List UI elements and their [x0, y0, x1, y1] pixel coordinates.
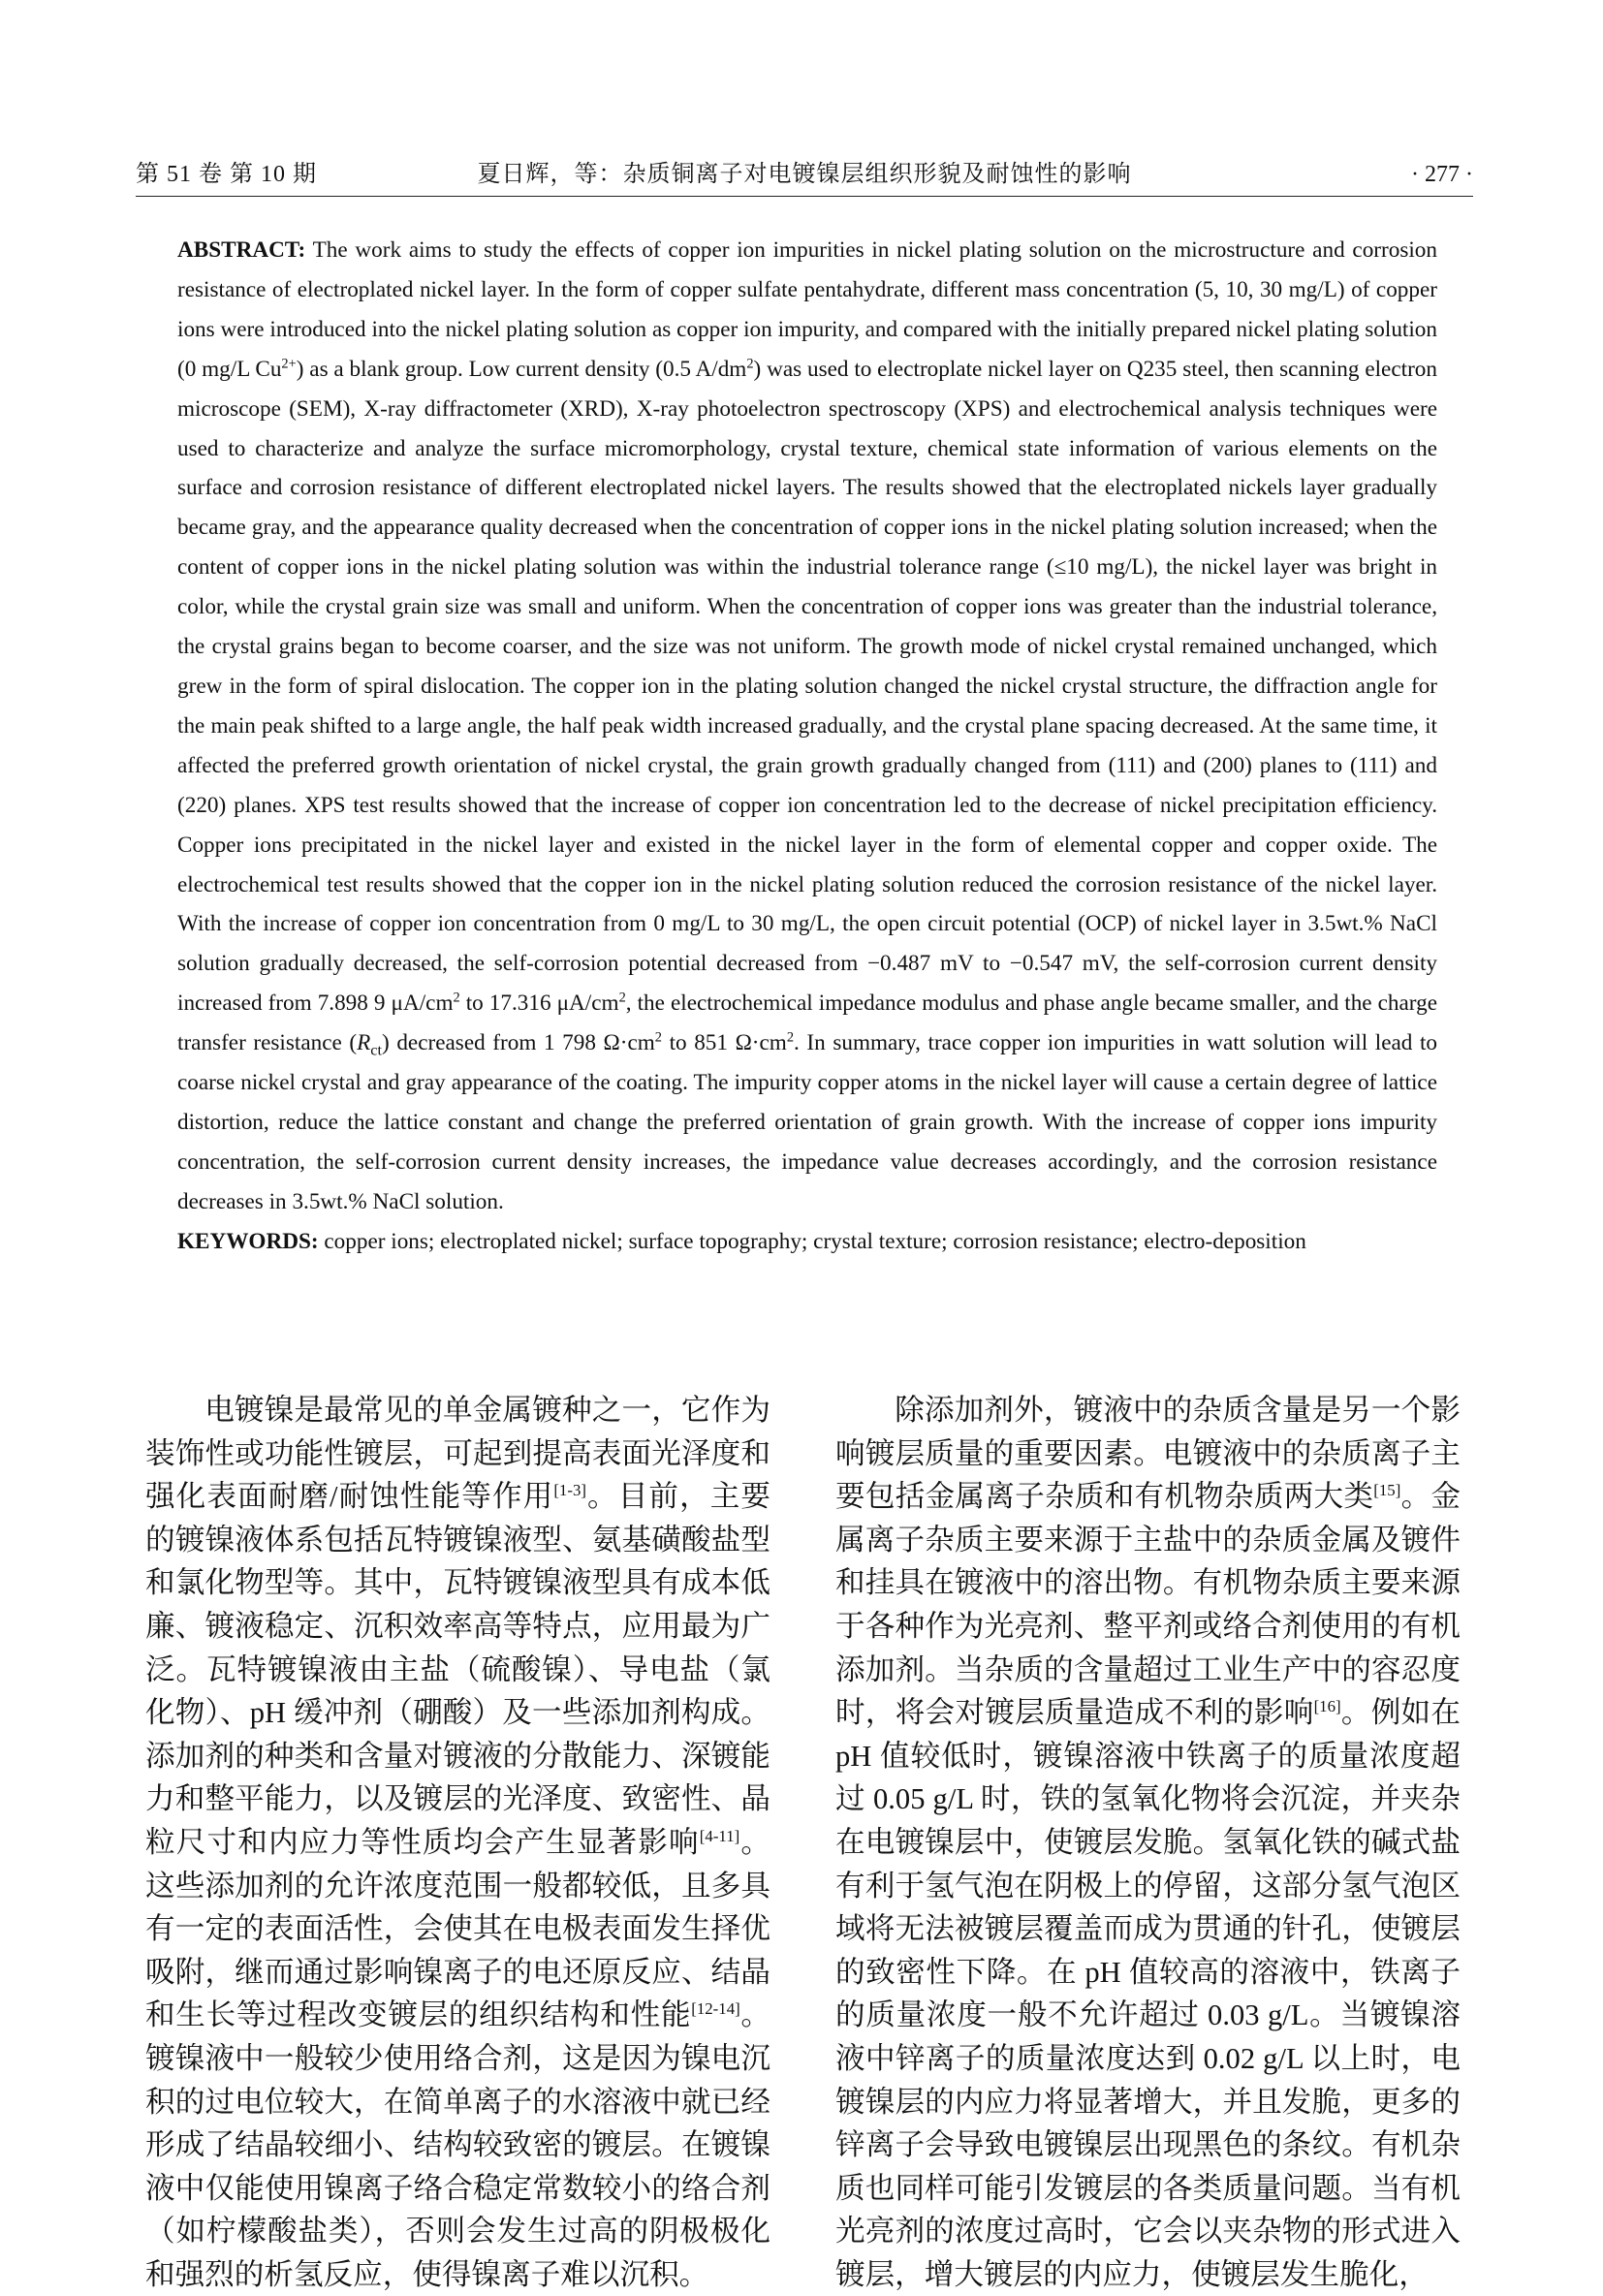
- superscript: 2: [654, 1029, 662, 1046]
- body-text: 。例如在 pH 值较低时，镀镍溶液中铁离子的质量浓度超过 0.05 g/L 时，铁的氢氧化物将会沉淀，并夹杂在电镀镍层中，使镀层发脆。氢氧化铁的碱式盐有利于氢气泡在阴极上的停留，这部分氢气泡区域将无法被镀层覆盖而成为贯通的针孔，使镀层的致密性下降。在 pH 值较高的溶液中，铁离子的质量浓度一般不允许超过 0.03 g/L。当镀镍溶液中锌离子的质量浓度达到 0.02 g/L 以上时，电镀镍层的内应力将显著增大，并且发脆，更多的锌离子会导致电镀镍层出现黑色的条纹。有机杂质也同样可能引发镀层的各类质量问题。当有机光亮剂的浓度过高时，它会以夹杂物的形式进入镀层，增大镀层的内应力，使镀层发生脆化，: [835, 1696, 1461, 2291]
- body-text: 。这些添加剂的允许浓度范围一般都较低，且多具有一定的表面活性，会使其在电极表面发生择优吸附，继而通过影响镍离子的电还原反应、结晶和生长等过程改变镀层的组织结构和性能: [145, 1825, 771, 2032]
- body-text: 电镀镍是最常见的单金属镀种之一，它作为装饰性或功能性镀层，可起到提高表面光泽度和强化表面耐磨/耐蚀性能等作用: [145, 1394, 770, 1514]
- english-abstract: [177, 231, 1437, 1262]
- body-text: 。目前，主要的镀镍液体系包括瓦特镀镍液型、氨基磺酸盐型和氯化物型等。其中，瓦特镀镍液型具有成本低廉、镀液稳定、沉积效率高等特点，应用最为广泛。瓦特镀镍液由主盐（硫酸镍）、导电盐（氯化物）、pH 缓冲剂（硼酸）及一些添加剂构成。添加剂的种类和含量对镀液的分散能力、深镀能力和整平能力，以及镀层的光泽度、致密性、晶粒尺寸和内应力等性质均会产生显著影响: [145, 1480, 771, 1859]
- abstract-text: to 851 Ω·cm: [661, 1030, 787, 1056]
- citation: [16]: [1313, 1696, 1341, 1715]
- superscript: 2: [618, 990, 626, 1006]
- abstract-text: to 17.316 μA/cm: [459, 991, 619, 1017]
- body-text: 。金属离子杂质主要来源于主盐中的杂质金属及镀件和挂具在镀液中的溶出物。有机物杂质主要来源于各种作为光亮剂、整平剂或络合剂使用的有机添加剂。当杂质的含量超过工业生产中的容忍度时，将会对镀层质量造成不利的影响: [835, 1480, 1462, 1730]
- keywords: [177, 1222, 1437, 1262]
- keywords-text: copper ions; electroplated nickel; surface topography; crystal texture; corrosion resistance; electro-deposition: [318, 1228, 1306, 1254]
- volume-issue: 第 51 卷 第 10 期: [136, 162, 317, 187]
- running-header: [136, 155, 1473, 197]
- body-paragraph: [835, 1389, 1461, 2296]
- citation: [12-14]: [691, 1999, 740, 2019]
- body-text: 除添加剂外，镀液中的杂质含量是另一个影响镀层质量的重要因素。电镀液中的杂质离子主要包括金属离子杂质和有机物杂质两大类: [835, 1394, 1461, 1514]
- keywords-label: KEYWORDS:: [177, 1228, 319, 1254]
- citation: [1-3]: [553, 1481, 586, 1499]
- abstract-text: ) decreased from 1 798 Ω·cm: [382, 1030, 655, 1056]
- body-text: 。镀镍液中一般较少使用络合剂，这是因为镍电沉积的过电位较大，在简单离子的水溶液中就已经形成了结晶较细小、结构较致密的镀层。在镀镍液中仅能使用镍离子络合稳定常数较小的络合剂（如柠檬酸盐类），否则会发生过高的阴极极化和强烈的析氢反应，使得镍离子难以沉积。: [145, 1998, 771, 2291]
- body-column-left: [145, 1389, 770, 2296]
- superscript: 2: [453, 990, 460, 1006]
- abstract-text: . In summary, trace copper ion impurities in watt solution will lead to coarse nickel crystal and gray appearance of the coating. The impurity copper atoms in the nickel layer will cause a certain degree of lattice distortion, reduce the lattice constant and change the preferred orientation of grain growth. With the increase of copper ions impurity concentration, the self-corrosion current density increases, the impedance value decreases accordingly, and the corrosion resistance decreases in 3.5wt.% NaCl solution.: [177, 1030, 1437, 1214]
- abstract-text: The work aims to study the effects of copper ion impurities in nickel plating solution on the microstructure and corrosion resistance of electroplated nickel layer. In the form of copper sulfate pentahydrate, different mass concentration (5, 10, 30 mg/L) of copper ions were introduced into the nickel plating solution as copper ion impurity, and compared with the initially prepared nickel plating solution (0 mg/L Cu: [177, 237, 1437, 382]
- page-number: · 277 ·: [1411, 162, 1473, 187]
- abstract-label: ABSTRACT:: [177, 237, 306, 263]
- superscript: 2: [746, 355, 754, 371]
- abstract-paragraph: [177, 231, 1437, 1222]
- running-title: 夏日辉，等：杂质铜离子对电镀镍层组织形貌及耐蚀性的影响: [477, 162, 1132, 187]
- superscript: 2+: [281, 355, 297, 371]
- citation: [4-11]: [699, 1826, 740, 1845]
- abstract-text: ) was used to electroplate nickel layer on Q235 steel, then scanning electron microscope (SEM), X-ray diffractometer (XRD), X-ray photoelectron spectroscopy (XPS) and electrochemical analysis techniques were used to characterize and analyze the surface micromorphology, crystal texture, chemical state information of various elements on the surface and corrosion resistance of different electroplated nickel layers. The results showed that the electroplated nickels layer gradually became gray, and the appearance quality decreased when the concentration of copper ions in the nickel plating solution increased; when the content of copper ions in the nickel plating solution was within the industrial tolerance range (≤10 mg/L), the nickel layer was bright in color, while the crystal grain size was small and uniform. When the concentration of copper ions was greater than the industrial tolerance, the crystal grains began to become coarser, and the size was not uniform. The growth mode of nickel crystal remained unchanged, which grew in the form of spiral dislocation. The copper ion in the plating solution changed the nickel crystal structure, the diffraction angle for the main peak shifted to a large angle, the half peak width increased gradually, and the crystal plane spacing decreased. At the same time, it affected the preferred growth orientation of nickel crystal, the grain growth gradually changed from (111) and (200) planes to (111) and (220) planes. XPS test results showed that the increase of copper ion concentration led to the decrease of nickel precipitation efficiency. Copper ions precipitated in the nickel layer and existed in the nickel layer in the form of elemental copper and copper oxide. The electrochemical test results showed that the copper ion in the nickel plating solution reduced the corrosion resistance of the nickel layer. With the increase of copper ion concentration from 0 mg/L to 30 mg/L, the open circuit potential (OCP) of nickel layer in 3.5wt.% NaCl solution gradually decreased, the self-corrosion potential decreased from −0.487 mV to −0.547 mV, the self-corrosion current density increased from 7.898 9 μA/cm: [177, 356, 1437, 1017]
- subscript: ct: [370, 1041, 383, 1059]
- superscript: 2: [786, 1029, 795, 1046]
- abstract-text: , the electrochemical impedance modulus and phase angle became smaller, and the charge transfer resistance (: [177, 991, 1437, 1056]
- citation: [15]: [1373, 1481, 1401, 1499]
- body-paragraph: [145, 1389, 770, 2296]
- body-column-right: [835, 1389, 1461, 2296]
- rct-symbol: R: [357, 1030, 371, 1056]
- abstract-text: ) as a blank group. Low current density (0.5 A/dm: [296, 356, 747, 382]
